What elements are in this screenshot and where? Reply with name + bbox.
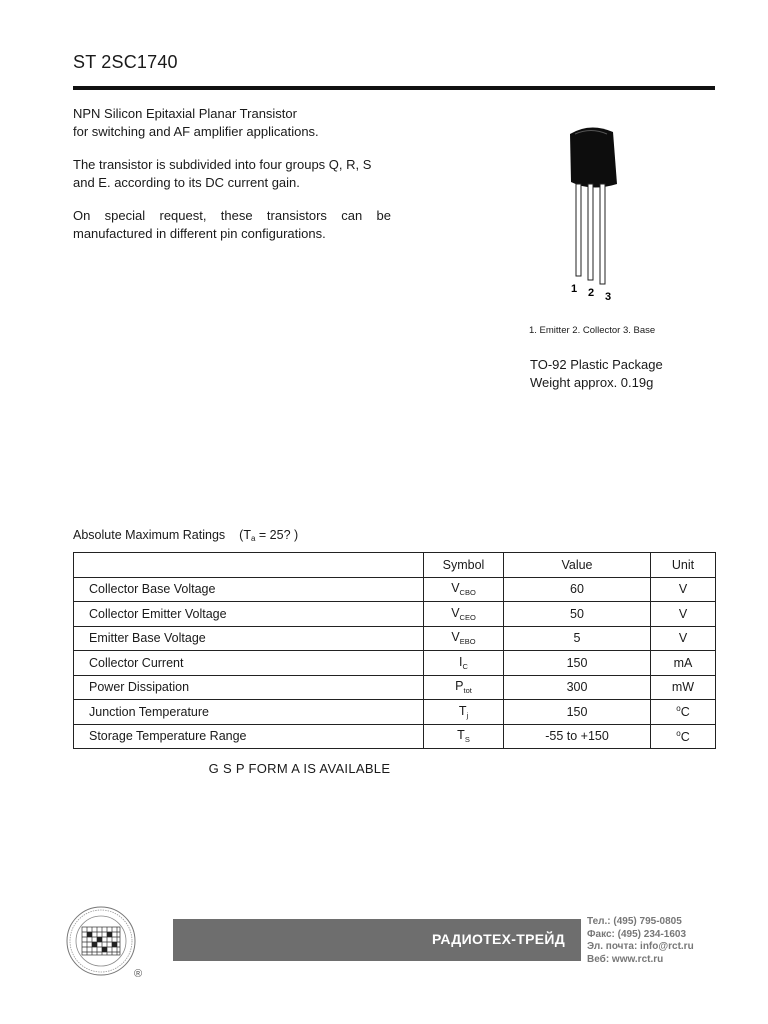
contact-fax: Факс: (495) 234-1603	[587, 928, 687, 940]
company-banner	[173, 919, 581, 961]
symbol-cell: $V_{CBO}$	[424, 577, 504, 602]
symbol-cell: $T_j$	[424, 700, 504, 725]
parameter-cell: Collector Current	[74, 651, 424, 676]
pin-legend: 1. Emitter 2. Collector 3. Base	[529, 325, 656, 336]
to92-package-illustration	[555, 122, 635, 312]
value-cell: 150	[504, 700, 651, 725]
header-unit: Unit	[651, 553, 716, 578]
value-cell: 60	[504, 577, 651, 602]
pin-number-1: 1	[571, 283, 578, 295]
description-paragraph-2	[73, 156, 391, 192]
pin-3-lead	[600, 184, 605, 284]
unit-cell: $^o$C	[651, 700, 716, 725]
ratings-title	[73, 528, 298, 543]
p2-line-1: The transistor is subdivided into four groups Q, R, S	[73, 157, 372, 172]
symbol-cell: $V_{EBO}$	[424, 626, 504, 651]
parameter-cell: Emitter Base Voltage	[74, 626, 424, 651]
symbol-cell: $P_{tot}$	[424, 675, 504, 700]
header-value: Value	[504, 553, 651, 578]
value-cell: 150	[504, 651, 651, 676]
company-name: РАДИОТЕХ-ТРЕЙД	[431, 931, 565, 947]
symbol-cell: $T_S$	[424, 724, 504, 749]
pin-number-3: 3	[605, 291, 612, 303]
ratings-condition: ($T_a = 25$? )	[239, 528, 299, 543]
parameter-cell: Junction Temperature	[74, 700, 424, 725]
ratings-title-text: Absolute Maximum Ratings	[73, 528, 226, 542]
p2-line-2: and E. according to its DC current gain.	[73, 175, 300, 190]
symbol-cell: $V_{CEO}$	[424, 602, 504, 627]
unit-cell: V	[651, 626, 716, 651]
unit-cell: mW	[651, 675, 716, 700]
unit-cell: mA	[651, 651, 716, 676]
unit-cell: V	[651, 602, 716, 627]
registered-mark: ®	[134, 968, 143, 980]
parameter-cell: Storage Temperature Range	[74, 724, 424, 749]
value-cell: 5	[504, 626, 651, 651]
p1-line-1: NPN Silicon Epitaxial Planar Transistor	[73, 106, 297, 121]
value-cell: 300	[504, 675, 651, 700]
table-header-row	[74, 553, 716, 578]
gsp-form-note: G S P FORM A IS AVAILABLE	[208, 761, 391, 776]
absolute-maximum-ratings-table	[73, 552, 716, 749]
package-name: TO-92 Plastic Package	[530, 357, 663, 372]
p1-line-2: for switching and AF amplifier applications.	[73, 124, 319, 139]
table-row	[74, 651, 716, 676]
contact-phone: Тел.: (495) 795-0805	[587, 916, 682, 927]
table-row	[74, 724, 716, 749]
header-parameter	[74, 553, 424, 578]
package-info	[530, 356, 663, 392]
table-row	[74, 675, 716, 700]
page-title: ST 2SC1740	[73, 52, 178, 72]
table-row	[74, 626, 716, 651]
p3-line-2: manufactured in different pin configurations.	[73, 226, 326, 241]
description-paragraph-3	[73, 207, 391, 243]
description-paragraph-1	[73, 105, 391, 141]
symbol-cell: $I_C$	[424, 651, 504, 676]
package-body	[570, 127, 617, 187]
package-weight: Weight approx. 0.19g	[530, 375, 654, 390]
p3-line-1: On special request, these transistors can be	[73, 208, 391, 223]
contact-info	[587, 916, 694, 966]
pin-number-2: 2	[588, 287, 595, 299]
table-row	[74, 577, 716, 602]
parameter-cell: Collector Base Voltage	[74, 577, 424, 602]
parameter-cell: Collector Emitter Voltage	[74, 602, 424, 627]
contact-web: Веб: www.rct.ru	[587, 953, 664, 965]
company-logo-icon	[65, 905, 137, 977]
header-symbol: Symbol	[424, 553, 504, 578]
unit-cell: $^o$C	[651, 724, 716, 749]
title-rule	[73, 86, 715, 90]
pin-2-lead	[588, 184, 593, 280]
value-cell: 50	[504, 602, 651, 627]
parameter-cell: Power Dissipation	[74, 675, 424, 700]
table-row	[74, 700, 716, 725]
value-cell: -55 to +150	[504, 724, 651, 749]
unit-cell: V	[651, 577, 716, 602]
pin-1-lead	[576, 184, 581, 276]
table-row	[74, 602, 716, 627]
contact-email: Эл. почта: info@rct.ru	[587, 941, 694, 952]
